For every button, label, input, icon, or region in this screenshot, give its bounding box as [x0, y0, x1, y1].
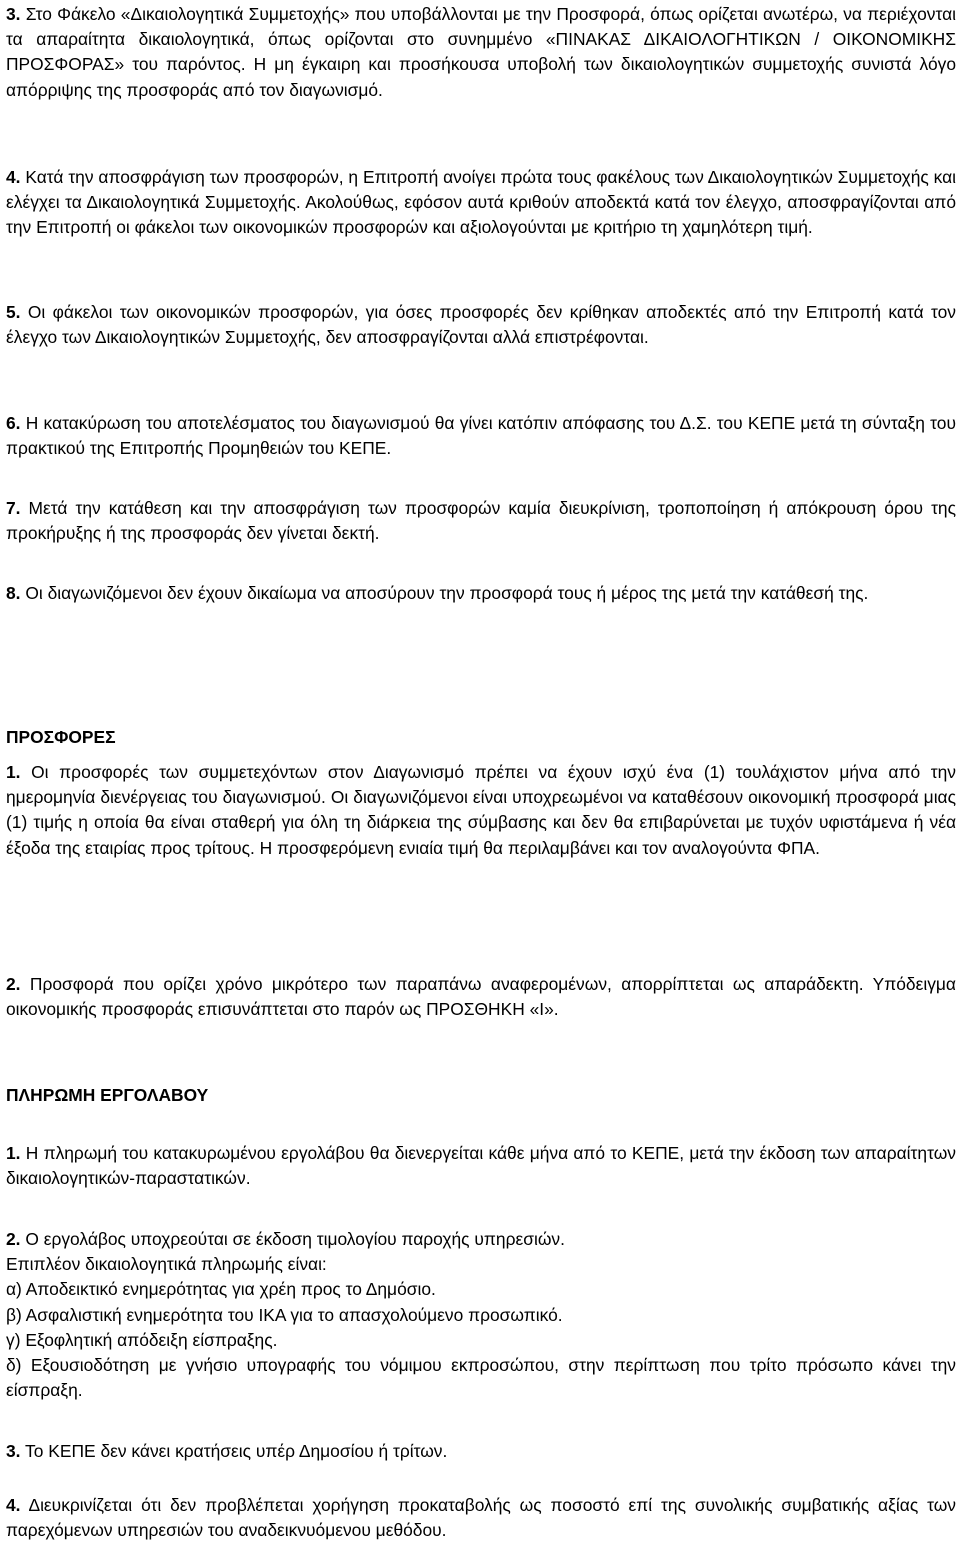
payment-extra-intro: Επιπλέον δικαιολογητικά πληρωμής είναι: — [6, 1254, 327, 1275]
paragraph-7 — [6, 496, 956, 546]
paragraph-number: 1. — [6, 762, 21, 782]
paragraph-number: 1. — [6, 1143, 21, 1163]
payment-list-item-a: α) Αποδεικτικό ενημερότητας για χρέη προς το Δημόσιο. — [6, 1279, 436, 1300]
paragraph-text: Η πληρωμή του κατακυρωμένου εργολάβου θα διενεργείται κάθε μήνα από το ΚΕΠΕ, μετά την έκδοση των απαραίτητων δικαιολογητικών-παραστατικών. — [6, 1143, 956, 1189]
paragraph-text: Οι διαγωνιζόμενοι δεν έχουν δικαίωμα να αποσύρουν την προσφορά τους ή μέρος της μετά την κατάθεσή της. — [25, 583, 869, 603]
paragraph-number: 2. — [6, 1229, 21, 1249]
paragraph-number: 4. — [6, 1495, 21, 1515]
paragraph-number: 4. — [6, 167, 21, 187]
section-heading-payment: ΠΛΗΡΩΜΗ ΕΡΓΟΛΑΒΟΥ — [6, 1085, 209, 1105]
paragraph-text: Οι προσφορές των συμμετεχόντων στον Διαγωνισμό πρέπει να έχουν ισχύ ένα (1) τουλάχιστον μήνα από την ημερομηνία διενέργειας του διαγωνισμού. Οι διαγωνιζόμενοι είναι υποχρεωμένοι να καταθέσουν οικονομική προσφορά μιας (1) τιμής η οποία θα είναι σταθερή για όλη τη διάρκεια της σύμβασης και δεν θα επιβαρύνεται με τυχόν υφιστάμενα ή νέα έξοδα της εταιρίας προς τρίτους. Η προσφερόμενη ενιαία τιμή θα περιλαμβάνει και τον αναλογούντα ΦΠΑ. — [6, 762, 956, 858]
paragraph-text: Προσφορά που ορίζει χρόνο μικρότερο των παραπάνω αναφερομένων, απορρίπτεται ως απαράδεκτη. Υπόδειγμα οικονομικής προσφοράς επισυνάπτεται στο παρόν ως ΠΡΟΣΘΗΚΗ «Ι». — [6, 974, 956, 1020]
paragraph-text: Το ΚΕΠΕ δεν κάνει κρατήσεις υπέρ Δημοσίου ή τρίτων. — [25, 1441, 448, 1461]
paragraph-6 — [6, 411, 956, 461]
payment-list-item-d: δ) Εξουσιοδότηση με γνήσιο υπογραφής του νόμιμου εκπροσώπου, στην περίπτωση που τρίτο πρόσωπο κάνει την είσπραξη. — [6, 1355, 956, 1401]
payment-paragraph-1 — [6, 1141, 956, 1191]
paragraph-text: Στο Φάκελο «Δικαιολογητικά Συμμετοχής» που υποβάλλονται με την Προσφορά, όπως ορίζεται ανωτέρω, να περιέχονται τα απαραίτητα δικαιολογητικά, όπως ορίζονται στο συνημμένο «ΠΙΝΑΚΑΣ ΔΙΚΑΙΟΛΟΓΗΤΙΚΩΝ / ΟΙΚΟΝΟΜΙΚΗΣ ΠΡΟΣΦΟΡΑΣ» του παρόντος. Η μη έγκαιρη και προσήκουσα υποβολή των δικαιολογητικών συμμετοχής συνιστά λόγο απόρριψης της προσφοράς από τον διαγωνισμό. — [6, 4, 956, 100]
payment-paragraph-2 — [6, 1227, 956, 1403]
paragraph-number: 3. — [6, 1441, 21, 1461]
paragraph-text: Ο εργολάβος υποχρεούται σε έκδοση τιμολογίου παροχής υπηρεσιών. — [25, 1229, 565, 1249]
payment-list-item-c: γ) Εξοφλητική απόδειξη είσπραξης. — [6, 1329, 278, 1350]
payment-list-item-b: β) Ασφαλιστική ενημερότητα του ΙΚΑ για το απασχολούμενο προσωπικό. — [6, 1304, 563, 1325]
paragraph-text: Διευκρινίζεται ότι δεν προβλέπεται χορήγηση προκαταβολής ως ποσοστό επί της συνολικής συμβατικής αξίας των παρεχόμενων υπηρεσιών του αναδεικνυόμενου μεθόδου. — [6, 1495, 956, 1541]
paragraph-number: 8. — [6, 583, 21, 603]
offers-paragraph-1 — [6, 760, 956, 861]
section-heading-offers: ΠΡΟΣΦΟΡΕΣ — [6, 727, 116, 747]
paragraph-8 — [6, 581, 956, 606]
paragraph-4 — [6, 165, 956, 241]
paragraph-text: Η κατακύρωση του αποτελέσματος του διαγωνισμού θα γίνει κατόπιν απόφασης του Δ.Σ. του ΚΕΠΕ μετά τη σύνταξη του πρακτικού της Επιτροπής Προμηθειών του ΚΕΠΕ. — [6, 413, 956, 459]
offers-paragraph-2 — [6, 972, 956, 1022]
paragraph-number: 2. — [6, 974, 21, 994]
paragraph-5 — [6, 300, 956, 350]
paragraph-text: Κατά την αποσφράγιση των προσφορών, η Επιτροπή ανοίγει πρώτα τους φακέλους των Δικαιολογητικών Συμμετοχής και ελέγχει τα Δικαιολογητικά Συμμετοχής. Ακολούθως, εφόσον αυτά κριθούν αποδεκτά κατά τον έλεγχο, αποσφραγίζονται από την Επιτροπή οι φάκελοι των οικονομικών προσφορών και αξιολογούνται με κριτήριο τη χαμηλότερη τιμή. — [6, 167, 956, 238]
paragraph-text: Μετά την κατάθεση και την αποσφράγιση των προσφορών καμία διευκρίνιση, τροποποίηση ή απόκρουση όρου της προκήρυξης ή της προσφοράς δεν γίνεται δεκτή. — [6, 498, 956, 544]
paragraph-number: 7. — [6, 498, 21, 518]
paragraph-number: 6. — [6, 413, 21, 433]
payment-paragraph-4 — [6, 1493, 956, 1543]
paragraph-3 — [6, 2, 956, 103]
paragraph-text: Οι φάκελοι των οικονομικών προσφορών, για όσες προσφορές δεν κρίθηκαν αποδεκτές από την Επιτροπή κατά τον έλεγχο των Δικαιολογητικών Συμμετοχής, δεν αποσφραγίζονται αλλά επιστρέφονται. — [6, 302, 956, 348]
payment-paragraph-2-first-line — [6, 1227, 956, 1252]
paragraph-number: 5. — [6, 302, 21, 322]
paragraph-number: 3. — [6, 4, 21, 24]
payment-paragraph-3 — [6, 1439, 956, 1464]
